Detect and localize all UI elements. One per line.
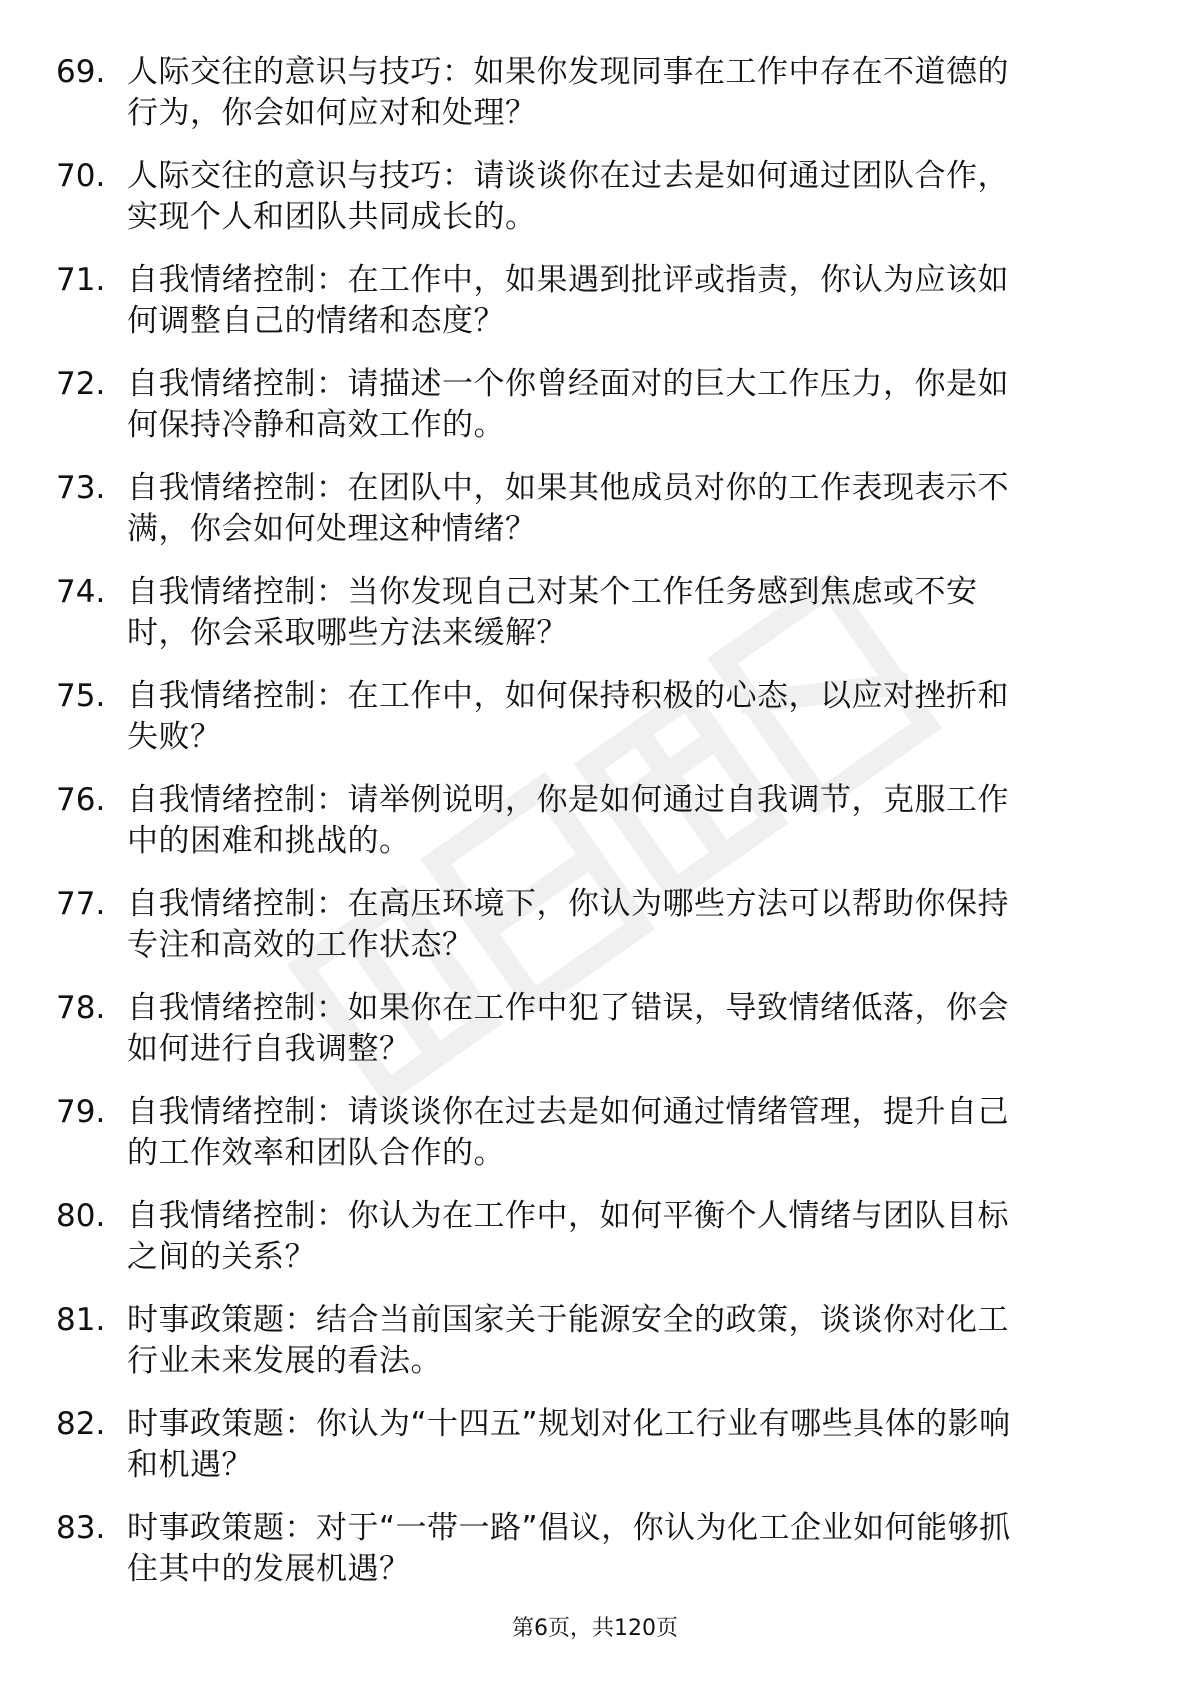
question-text-line2: 行业未来发展的看法。 (127, 1343, 442, 1379)
question-text (127, 1300, 1107, 1382)
question-text-line1: 时事政策题：你认为“十四五”规划对化工行业有哪些具体的影响 (127, 1406, 1011, 1442)
question-text (127, 364, 1107, 446)
question-text-line2: 满，你会如何处理这种情绪？ (127, 511, 537, 547)
question-text (127, 1508, 1107, 1590)
question-text-line1: 自我情绪控制：在高压环境下，你认为哪些方法可以帮助你保持 (127, 886, 1009, 922)
question-number: 79. (56, 1094, 106, 1130)
question-list (0, 52, 1190, 1612)
question-text-line2: 如何进行自我调整？ (127, 1031, 411, 1067)
question-item (0, 260, 1190, 364)
question-text-line1: 时事政策题：结合当前国家关于能源安全的政策，谈谈你对化工 (127, 1302, 1009, 1338)
question-text-line2: 专注和高效的工作状态？ (127, 927, 474, 963)
question-text-line1: 自我情绪控制：在工作中，如何保持积极的心态，以应对挫折和 (127, 678, 1009, 714)
question-text-line2: 何保持冷静和高效工作的。 (127, 407, 505, 443)
question-number: 70. (56, 158, 106, 194)
question-item (0, 988, 1190, 1092)
question-item (0, 572, 1190, 676)
question-item (0, 156, 1190, 260)
question-number: 81. (56, 1302, 106, 1338)
question-text (127, 52, 1107, 134)
question-text-line1: 自我情绪控制：当你发现自己对某个工作任务感到焦虑或不安 (127, 574, 978, 610)
question-text (127, 572, 1107, 654)
question-text (127, 260, 1107, 342)
question-item (0, 1196, 1190, 1300)
question-number: 69. (56, 54, 106, 90)
page-footer (0, 1614, 1190, 1644)
question-item (0, 676, 1190, 780)
question-text-line2: 中的困难和挑战的。 (127, 823, 411, 859)
question-text (127, 1196, 1107, 1278)
question-text-line2: 实现个人和团队共同成长的。 (127, 199, 537, 235)
question-text-line2: 失败？ (127, 719, 222, 755)
question-number: 71. (56, 262, 106, 298)
question-text-line2: 时，你会采取哪些方法来缓解？ (127, 615, 568, 651)
question-text-line2: 行为，你会如何应对和处理？ (127, 95, 537, 131)
question-number: 73. (56, 470, 106, 506)
question-item (0, 1404, 1190, 1508)
question-text-line1: 时事政策题：对于“一带一路”倡议，你认为化工企业如何能够抓 (127, 1510, 1011, 1546)
question-number: 82. (56, 1406, 106, 1442)
question-text-line1: 自我情绪控制：请举例说明，你是如何通过自我调节，克服工作 (127, 782, 1009, 818)
question-text-line1: 自我情绪控制：你认为在工作中，如何平衡个人情绪与团队目标 (127, 1198, 1009, 1234)
question-item (0, 1300, 1190, 1404)
question-text-line1: 自我情绪控制：如果你在工作中犯了错误，导致情绪低落，你会 (127, 990, 1009, 1026)
question-number: 75. (56, 678, 106, 714)
question-number: 78. (56, 990, 106, 1026)
question-number: 74. (56, 574, 106, 610)
question-text (127, 988, 1107, 1070)
question-text (127, 1092, 1107, 1174)
question-item (0, 52, 1190, 156)
question-text (127, 1404, 1107, 1486)
question-text (127, 468, 1107, 550)
question-text-line1: 自我情绪控制：请谈谈你在过去是如何通过情绪管理，提升自己 (127, 1094, 1009, 1130)
question-text-line1: 人际交往的意识与技巧：请谈谈你在过去是如何通过团队合作， (127, 158, 1009, 194)
question-item (0, 468, 1190, 572)
question-text-line1: 人际交往的意识与技巧：如果你发现同事在工作中存在不道德的 (127, 54, 1009, 90)
question-number: 77. (56, 886, 106, 922)
question-text-line2: 何调整自己的情绪和态度？ (127, 303, 505, 339)
question-text-line2: 之间的关系？ (127, 1239, 316, 1275)
question-text (127, 884, 1107, 966)
question-item (0, 780, 1190, 884)
question-text-line1: 自我情绪控制：在团队中，如果其他成员对你的工作表现表示不 (127, 470, 1009, 506)
question-text-line2: 的工作效率和团队合作的。 (127, 1135, 505, 1171)
question-item (0, 1508, 1190, 1612)
question-number: 80. (56, 1198, 106, 1234)
question-item (0, 1092, 1190, 1196)
page-number-label: 第6页，共120页 (512, 1616, 678, 1641)
question-text-line1: 自我情绪控制：在工作中，如果遇到批评或指责，你认为应该如 (127, 262, 1009, 298)
question-number: 76. (56, 782, 106, 818)
question-text (127, 156, 1107, 238)
question-item (0, 364, 1190, 468)
question-number: 83. (56, 1510, 106, 1546)
question-text-line2: 住其中的发展机遇？ (127, 1551, 411, 1587)
question-text-line2: 和机遇？ (127, 1447, 253, 1483)
question-text-line1: 自我情绪控制：请描述一个你曾经面对的巨大工作压力，你是如 (127, 366, 1009, 402)
question-number: 72. (56, 366, 106, 402)
question-text (127, 676, 1107, 758)
question-text (127, 780, 1107, 862)
question-item (0, 884, 1190, 988)
